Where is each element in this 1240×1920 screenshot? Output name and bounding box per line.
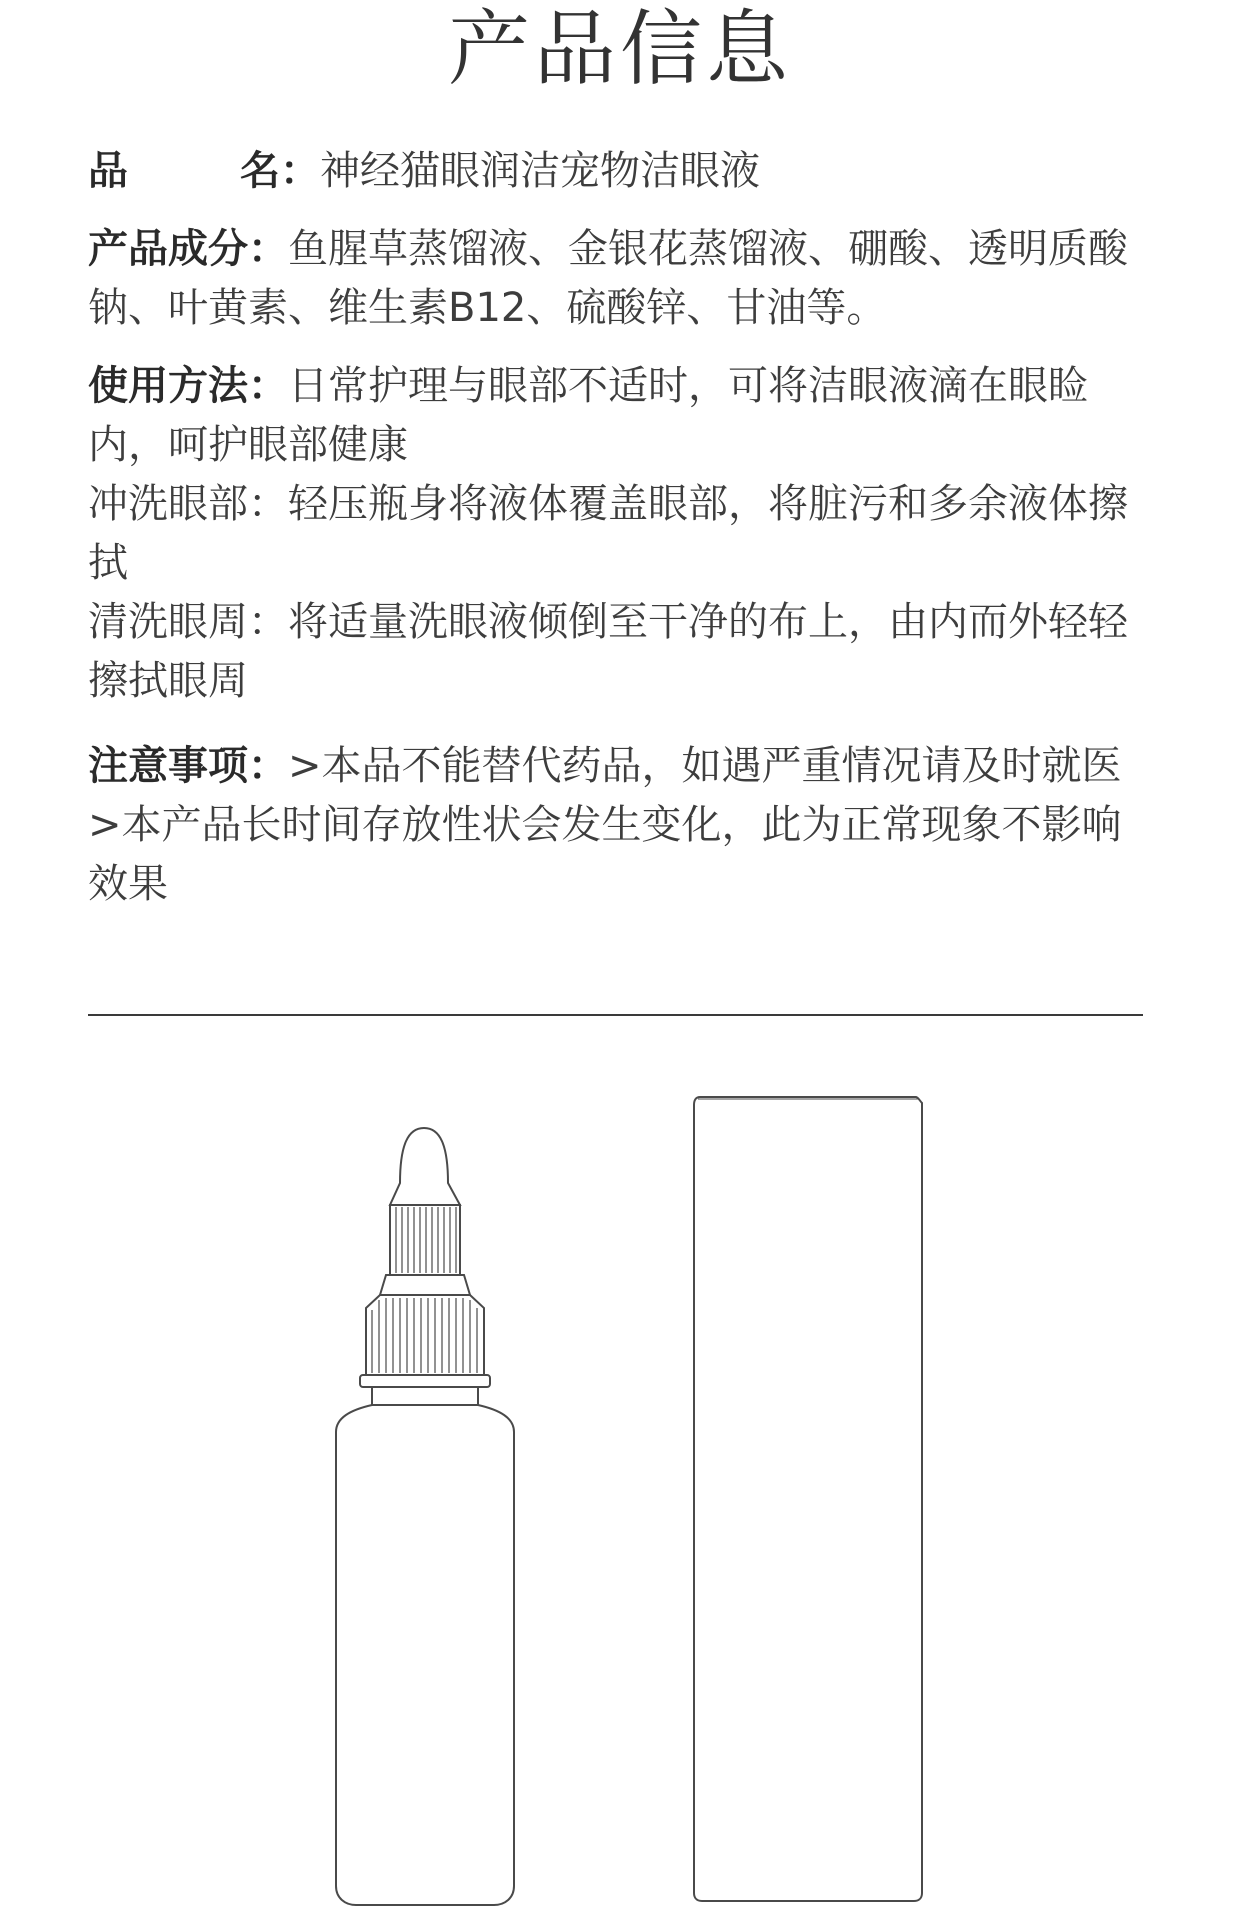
section-divider	[88, 1014, 1143, 1016]
notes-label: 注意事项：	[88, 743, 288, 789]
usage-value: 日常护理与眼部不适时，可将洁眼液滴在眼睑内，呵护眼部健康	[88, 363, 1088, 468]
dropper-bottle-icon	[336, 1128, 514, 1905]
product-name-row	[88, 142, 1148, 201]
usage-section	[88, 357, 1148, 711]
usage-label: 使用方法：	[88, 363, 288, 409]
product-box-icon	[694, 1097, 922, 1901]
product-name-label-b: 名：	[240, 148, 320, 194]
ingredients-value: 鱼腥草蒸馏液、金银花蒸馏液、硼酸、透明质酸钠、叶黄素、维生素B12、硫酸锌、甘油等。	[88, 226, 1128, 331]
notes-item-2: >本产品长时间存放性状会发生变化，此为正常现象不影响效果	[88, 802, 1122, 907]
page-title: 产品信息	[447, 2, 792, 97]
product-name-label-a: 品	[88, 148, 128, 194]
usage-rinse-text: 冲洗眼部：轻压瓶身将液体覆盖眼部，将脏污和多余液体擦拭	[88, 481, 1128, 586]
product-name-value: 神经猫眼润洁宠物洁眼液	[320, 148, 760, 194]
notes-item-1: >本品不能替代药品，如遇严重情况请及时就医	[288, 743, 1122, 789]
usage-clean-text: 清洗眼周：将适量洗眼液倾倒至干净的布上，由内而外轻轻擦拭眼周	[88, 599, 1128, 704]
ingredients-section	[88, 220, 1148, 338]
ingredients-label: 产品成分：	[88, 226, 288, 272]
notes-section	[88, 737, 1148, 914]
